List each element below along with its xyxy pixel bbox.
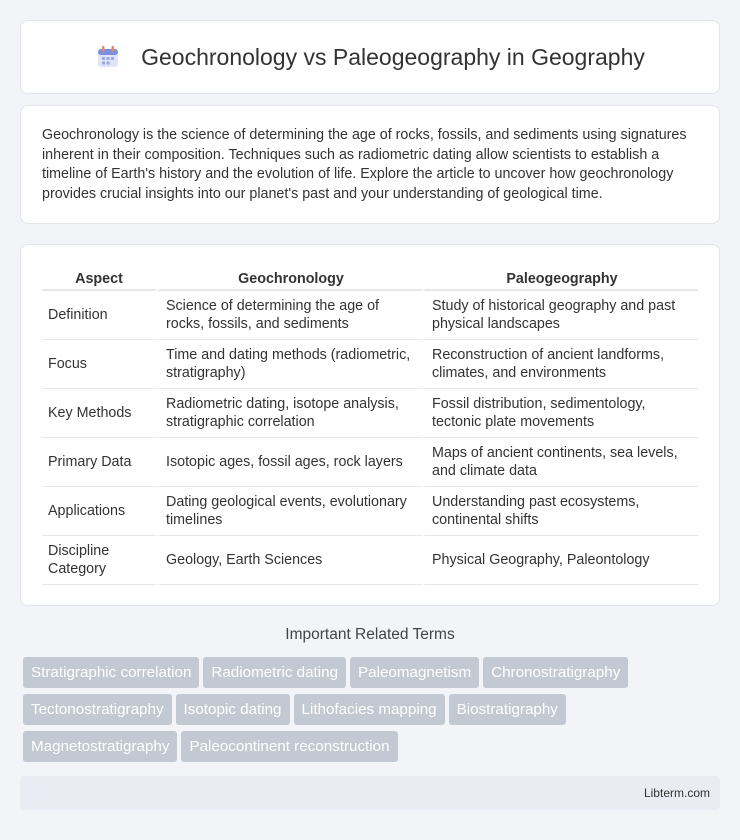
related-term-tag[interactable]: Paleocontinent reconstruction (181, 731, 397, 762)
cell-aspect: Applications (42, 487, 156, 536)
table-row (42, 340, 698, 389)
table-row (42, 389, 698, 438)
cell-geochronology: Science of determining the age of rocks, fossils, and sediments (156, 291, 422, 340)
intro-text: Geochronology is the science of determining the age of rocks, fossils, and sediments using signatures inherent in their composition. Techniques such as radiometric dating allow scientists to establish a timeline of Earth's history and the evolution of life. Explore the article to uncover how geochronology provides crucial insights into our planet's past and your understanding of geological time. (42, 127, 687, 202)
related-term-tag[interactable]: Stratigraphic correlation (23, 657, 199, 688)
table-row (42, 487, 698, 536)
cell-paleogeography: Physical Geography, Paleontology (422, 536, 698, 585)
cell-geochronology: Radiometric dating, isotope analysis, stratigraphic correlation (156, 389, 422, 438)
related-term-tag[interactable]: Isotopic dating (176, 694, 290, 725)
related-terms-title: Important Related Terms (285, 626, 455, 643)
related-term-tag[interactable]: Paleomagnetism (350, 657, 479, 688)
cell-aspect: Key Methods (42, 389, 156, 438)
cell-paleogeography: Reconstruction of ancient landforms, climates, and environments (422, 340, 698, 389)
cell-paleogeography: Fossil distribution, sedimentology, tectonic plate movements (422, 389, 698, 438)
related-term-tag[interactable]: Tectonostratigraphy (23, 694, 172, 725)
related-term-tag[interactable]: Biostratigraphy (449, 694, 566, 725)
header-geochronology: Geochronology (156, 265, 422, 291)
comparison-card (20, 244, 720, 606)
footer (20, 776, 720, 810)
cell-aspect: Definition (42, 291, 156, 340)
related-term-tag[interactable]: Radiometric dating (203, 657, 346, 688)
comparison-table (42, 265, 698, 585)
cell-paleogeography: Understanding past ecosystems, continental shifts (422, 487, 698, 536)
table-row (42, 291, 698, 340)
page-title: Geochronology vs Paleogeography in Geography (141, 43, 645, 70)
related-term-tag[interactable]: Chronostratigraphy (483, 657, 628, 688)
table-row (42, 536, 698, 585)
related-terms-list (23, 657, 723, 768)
related-term-tag[interactable]: Magnetostratigraphy (23, 731, 177, 762)
calendar-icon (95, 44, 121, 70)
cell-paleogeography: Study of historical geography and past physical landscapes (422, 291, 698, 340)
header-card (20, 20, 720, 94)
header-aspect: Aspect (42, 265, 156, 291)
header-paleogeography: Paleogeography (422, 265, 698, 291)
table-header-row (42, 265, 698, 291)
intro-card (20, 105, 720, 224)
table-row (42, 438, 698, 487)
cell-geochronology: Dating geological events, evolutionary timelines (156, 487, 422, 536)
cell-geochronology: Isotopic ages, fossil ages, rock layers (156, 438, 422, 487)
footer-brand-link[interactable]: Libterm.com (643, 786, 710, 800)
cell-aspect: Focus (42, 340, 156, 389)
cell-geochronology: Geology, Earth Sciences (156, 536, 422, 585)
related-term-tag[interactable]: Lithofacies mapping (294, 694, 445, 725)
cell-aspect: Discipline Category (42, 536, 156, 585)
cell-geochronology: Time and dating methods (radiometric, stratigraphy) (156, 340, 422, 389)
cell-aspect: Primary Data (42, 438, 156, 487)
cell-paleogeography: Maps of ancient continents, sea levels, and climate data (422, 438, 698, 487)
